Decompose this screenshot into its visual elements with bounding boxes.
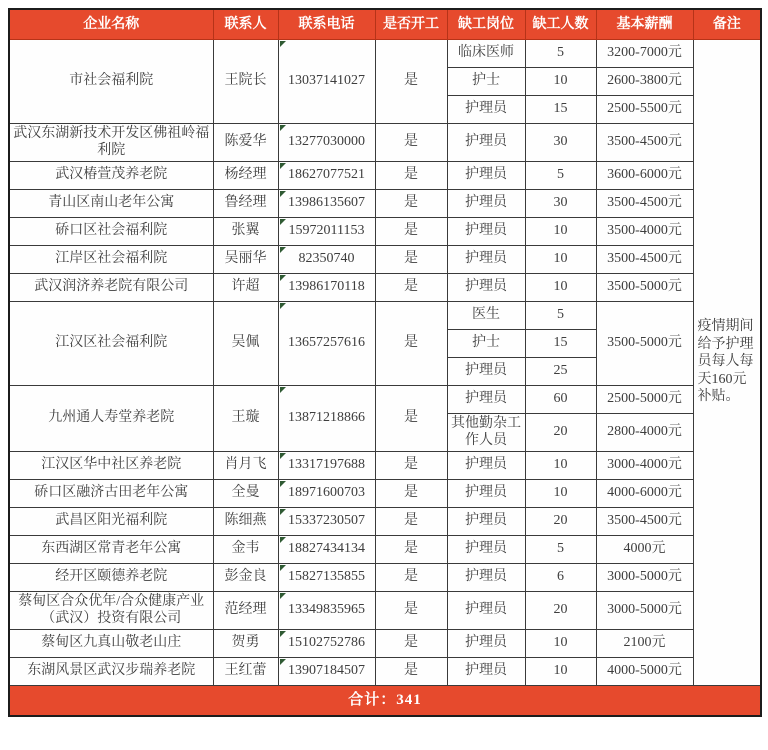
salary-cell: 2500-5500元: [596, 95, 693, 123]
position-cell: 护理员: [447, 357, 525, 385]
company-cell: 江岸区社会福利院: [9, 245, 213, 273]
position-cell: 护理员: [447, 123, 525, 161]
salary-cell: 3200-7000元: [596, 39, 693, 67]
started-cell: 是: [375, 535, 447, 563]
position-cell: 护理员: [447, 657, 525, 685]
position-cell: 护理员: [447, 161, 525, 189]
header-salary: 基本薪酬: [596, 9, 693, 39]
position-cell: 临床医师: [447, 39, 525, 67]
table-row: [9, 563, 761, 591]
contact-cell: 张翼: [213, 217, 278, 245]
contact-cell: 王璇: [213, 385, 278, 451]
company-cell: 东湖风景区武汉步瑞养老院: [9, 657, 213, 685]
position-cell: 护理员: [447, 217, 525, 245]
table-row: [9, 507, 761, 535]
position-cell: 护理员: [447, 629, 525, 657]
remark-cell: 疫情期间给予护理员每人每天160元补贴。: [693, 39, 761, 685]
phone-cell: 13657257616: [278, 301, 375, 385]
phone-cell: 18627077521: [278, 161, 375, 189]
contact-cell: 王院长: [213, 39, 278, 123]
table-row: [9, 189, 761, 217]
position-cell: 护理员: [447, 245, 525, 273]
count-cell: 20: [525, 413, 596, 451]
company-cell: 经开区颐德养老院: [9, 563, 213, 591]
count-cell: 30: [525, 123, 596, 161]
position-cell: 护理员: [447, 479, 525, 507]
position-cell: 护理员: [447, 385, 525, 413]
started-cell: 是: [375, 217, 447, 245]
started-cell: 是: [375, 189, 447, 217]
count-cell: 15: [525, 95, 596, 123]
salary-cell: 3500-5000元: [596, 273, 693, 301]
phone-cell: 13871218866: [278, 385, 375, 451]
position-cell: 护理员: [447, 189, 525, 217]
count-cell: 5: [525, 535, 596, 563]
started-cell: 是: [375, 123, 447, 161]
contact-cell: 许超: [213, 273, 278, 301]
started-cell: 是: [375, 563, 447, 591]
company-cell: 江汉区社会福利院: [9, 301, 213, 385]
count-cell: 30: [525, 189, 596, 217]
count-cell: 10: [525, 217, 596, 245]
contact-cell: 肖月飞: [213, 451, 278, 479]
contact-cell: 金韦: [213, 535, 278, 563]
company-cell: 武汉椿萱茂养老院: [9, 161, 213, 189]
salary-cell: 2600-3800元: [596, 67, 693, 95]
started-cell: 是: [375, 507, 447, 535]
phone-cell: 13907184507: [278, 657, 375, 685]
table-row: [9, 301, 761, 329]
started-cell: 是: [375, 657, 447, 685]
table-body: [9, 39, 761, 685]
contact-cell: 杨经理: [213, 161, 278, 189]
header-contact: 联系人: [213, 9, 278, 39]
count-cell: 10: [525, 245, 596, 273]
salary-cell: 2800-4000元: [596, 413, 693, 451]
company-cell: 东西湖区常青老年公寓: [9, 535, 213, 563]
started-cell: 是: [375, 591, 447, 629]
phone-cell: 15827135855: [278, 563, 375, 591]
contact-cell: 吴丽华: [213, 245, 278, 273]
count-cell: 10: [525, 67, 596, 95]
phone-cell: 15337230507: [278, 507, 375, 535]
phone-cell: 18971600703: [278, 479, 375, 507]
started-cell: 是: [375, 629, 447, 657]
header-company: 企业名称: [9, 9, 213, 39]
phone-cell: 13986170118: [278, 273, 375, 301]
count-cell: 60: [525, 385, 596, 413]
contact-cell: 鲁经理: [213, 189, 278, 217]
header-started: 是否开工: [375, 9, 447, 39]
position-cell: 护理员: [447, 507, 525, 535]
header-row: [9, 9, 761, 39]
table-row: [9, 479, 761, 507]
started-cell: 是: [375, 245, 447, 273]
footer-row: [9, 685, 761, 716]
count-cell: 10: [525, 657, 596, 685]
position-cell: 护理员: [447, 563, 525, 591]
company-cell: 武昌区阳光福利院: [9, 507, 213, 535]
company-cell: 武汉润济养老院有限公司: [9, 273, 213, 301]
table-row: [9, 245, 761, 273]
phone-cell: 15972011153: [278, 217, 375, 245]
started-cell: 是: [375, 273, 447, 301]
table-row: [9, 629, 761, 657]
salary-cell: 2500-5000元: [596, 385, 693, 413]
contact-cell: 陈细燕: [213, 507, 278, 535]
salary-cell: 4000元: [596, 535, 693, 563]
started-cell: 是: [375, 385, 447, 451]
position-cell: 护理员: [447, 591, 525, 629]
contact-cell: 彭金良: [213, 563, 278, 591]
count-cell: 5: [525, 39, 596, 67]
contact-cell: 陈爱华: [213, 123, 278, 161]
job-vacancy-table: [8, 8, 762, 717]
salary-cell: 3500-4500元: [596, 123, 693, 161]
table-row: [9, 657, 761, 685]
salary-cell: 3000-4000元: [596, 451, 693, 479]
salary-cell: 4000-5000元: [596, 657, 693, 685]
header-phone: 联系电话: [278, 9, 375, 39]
company-cell: 硚口区社会福利院: [9, 217, 213, 245]
salary-cell: 3500-4000元: [596, 217, 693, 245]
phone-cell: 15102752786: [278, 629, 375, 657]
contact-cell: 全曼: [213, 479, 278, 507]
phone-cell: 13277030000: [278, 123, 375, 161]
contact-cell: 吴佩: [213, 301, 278, 385]
count-cell: 25: [525, 357, 596, 385]
company-cell: 蔡甸区合众优年/合众健康产业（武汉）投资有限公司: [9, 591, 213, 629]
salary-cell: 3500-4500元: [596, 245, 693, 273]
phone-cell: 82350740: [278, 245, 375, 273]
position-cell: 护理员: [447, 95, 525, 123]
table-row: [9, 123, 761, 161]
contact-cell: 贺勇: [213, 629, 278, 657]
started-cell: 是: [375, 451, 447, 479]
salary-cell: 4000-6000元: [596, 479, 693, 507]
position-cell: 护理员: [447, 451, 525, 479]
count-cell: 15: [525, 329, 596, 357]
salary-cell: 3500-5000元: [596, 301, 693, 385]
contact-cell: 王红蕾: [213, 657, 278, 685]
started-cell: 是: [375, 301, 447, 385]
count-cell: 5: [525, 301, 596, 329]
position-cell: 护理员: [447, 535, 525, 563]
salary-cell: 3500-4500元: [596, 189, 693, 217]
company-cell: 武汉东湖新技术开发区佛祖岭福利院: [9, 123, 213, 161]
started-cell: 是: [375, 161, 447, 189]
company-cell: 青山区南山老年公寓: [9, 189, 213, 217]
count-cell: 10: [525, 273, 596, 301]
position-cell: 护士: [447, 67, 525, 95]
position-cell: 医生: [447, 301, 525, 329]
company-cell: 硚口区融济古田老年公寓: [9, 479, 213, 507]
table-row: [9, 591, 761, 629]
salary-cell: 2100元: [596, 629, 693, 657]
salary-cell: 3000-5000元: [596, 591, 693, 629]
table-row: [9, 451, 761, 479]
count-cell: 5: [525, 161, 596, 189]
company-cell: 市社会福利院: [9, 39, 213, 123]
table-row: [9, 385, 761, 413]
count-cell: 6: [525, 563, 596, 591]
count-cell: 10: [525, 629, 596, 657]
phone-cell: 13349835965: [278, 591, 375, 629]
total-cell: 合计：341: [9, 685, 761, 716]
header-position: 缺工岗位: [447, 9, 525, 39]
phone-cell: 18827434134: [278, 535, 375, 563]
contact-cell: 范经理: [213, 591, 278, 629]
table-row: [9, 39, 761, 67]
salary-cell: 3500-4500元: [596, 507, 693, 535]
table-row: [9, 535, 761, 563]
phone-cell: 13986135607: [278, 189, 375, 217]
count-cell: 20: [525, 507, 596, 535]
count-cell: 20: [525, 591, 596, 629]
count-cell: 10: [525, 479, 596, 507]
table-row: [9, 161, 761, 189]
salary-cell: 3600-6000元: [596, 161, 693, 189]
position-cell: 护理员: [447, 273, 525, 301]
started-cell: 是: [375, 39, 447, 123]
position-cell: 护士: [447, 329, 525, 357]
company-cell: 江汉区华中社区养老院: [9, 451, 213, 479]
table-row: [9, 217, 761, 245]
company-cell: 蔡甸区九真山敬老山庄: [9, 629, 213, 657]
table-row: [9, 273, 761, 301]
header-count: 缺工人数: [525, 9, 596, 39]
position-cell: 其他勤杂工作人员: [447, 413, 525, 451]
phone-cell: 13317197688: [278, 451, 375, 479]
company-cell: 九州通人寿堂养老院: [9, 385, 213, 451]
header-remark: 备注: [693, 9, 761, 39]
salary-cell: 3000-5000元: [596, 563, 693, 591]
started-cell: 是: [375, 479, 447, 507]
phone-cell: 13037141027: [278, 39, 375, 123]
count-cell: 10: [525, 451, 596, 479]
